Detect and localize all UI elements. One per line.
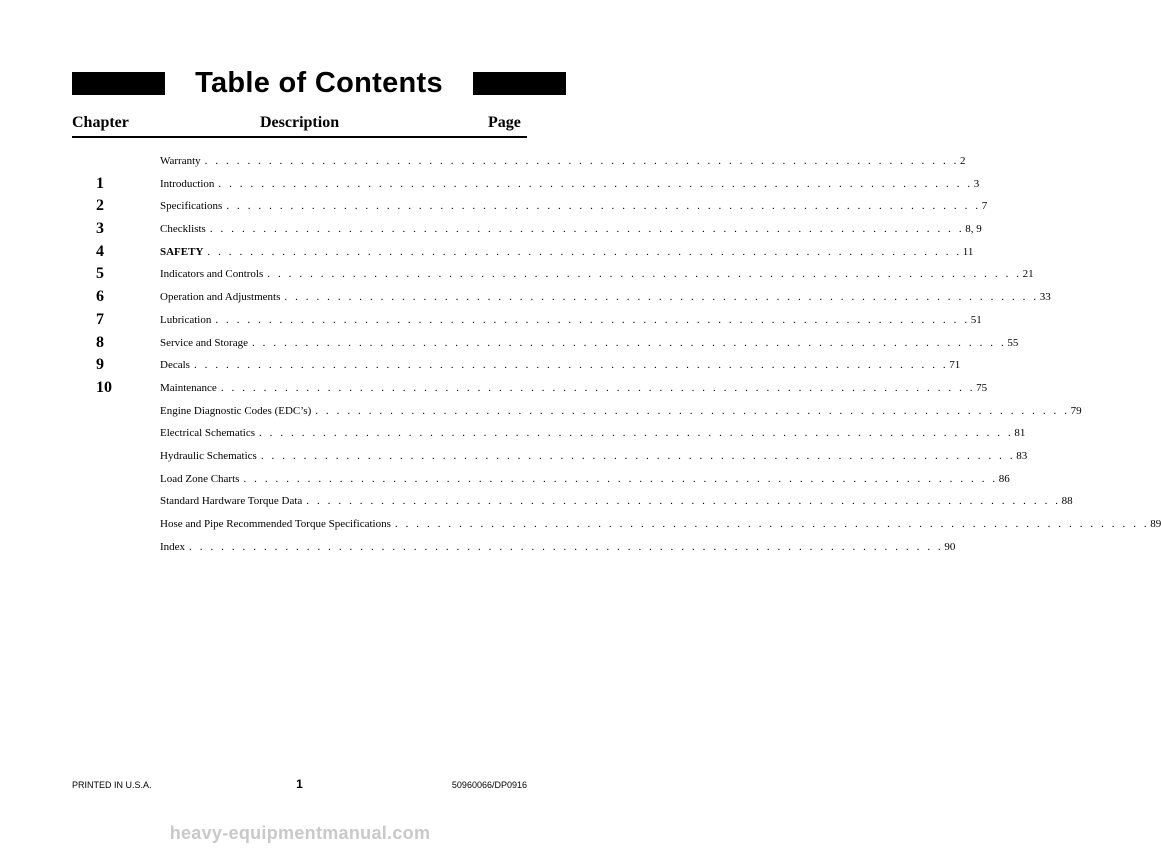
toc-row	[72, 195, 988, 218]
toc-entry-label: Load Zone Charts	[160, 472, 240, 485]
toc-entry-page: 86	[998, 472, 1010, 485]
toc-entry-label: Hydraulic Schematics	[160, 449, 257, 462]
toc-entry	[160, 377, 988, 400]
toc-entry	[160, 490, 1073, 513]
toc-entry-label: Engine Diagnostic Codes (EDC’s)	[160, 404, 312, 417]
toc-row	[72, 286, 1051, 309]
toc-entry-page: 8, 9	[965, 223, 982, 236]
dot-leader: . . . . . . . . . . . . . . . . . . . . . . . . . . . . . . . . . . . . . . . . . . . . . . . . . . . . . . . . . . . . . . . . . . . . . . .	[394, 518, 1150, 530]
toc-entry-label: Warranty	[160, 155, 201, 167]
dot-leader: . . . . . . . . . . . . . . . . . . . . . . . . . . . . . . . . . . . . . . . . . . . . . . . . . . . . . . . . . . . . . . . . . . . . . . .	[189, 540, 944, 553]
dot-leader: . . . . . . . . . . . . . . . . . . . . . . . . . . . . . . . . . . . . . . . . . . . . . . . . . . . . . . . . . . . . . . . . . . . . . . .	[251, 336, 1007, 349]
toc-row	[72, 263, 1034, 286]
toc-entry	[160, 422, 1026, 445]
toc-entry-label: Hose and Pipe Recommended Torque Specifications	[160, 518, 391, 530]
title-right-bar	[473, 72, 566, 95]
toc-entry-page: 90	[944, 540, 956, 553]
toc-entry	[160, 195, 988, 218]
chapter-number: 4	[96, 242, 104, 260]
toc-entry-label: Maintenance	[160, 381, 217, 394]
chapter-number: 5	[96, 265, 104, 283]
dot-leader: . . . . . . . . . . . . . . . . . . . . . . . . . . . . . . . . . . . . . . . . . . . . . . . . . . . . . . . . . . . . . . . . . . . . . . .	[267, 268, 1022, 281]
toc-entry	[160, 354, 961, 377]
chapter-number: 1	[96, 174, 104, 192]
dot-leader: . . . . . . . . . . . . . . . . . . . . . . . . . . . . . . . . . . . . . . . . . . . . . . . . . . . . . . . . . . . . . . . . . . . . . . .	[315, 404, 1070, 417]
toc-entry-page: 11	[962, 245, 974, 258]
dot-leader: . . . . . . . . . . . . . . . . . . . . . . . . . . . . . . . . . . . . . . . . . . . . . . . . . . . . . . . . . . . . . . . . . . . . . . .	[226, 200, 981, 213]
toc-row	[72, 377, 988, 400]
toc-entry	[160, 263, 1034, 286]
toc-entry-page: 21	[1022, 268, 1034, 281]
toc-entry	[160, 400, 1082, 423]
dot-leader: . . . . . . . . . . . . . . . . . . . . . . . . . . . . . . . . . . . . . . . . . . . . . . . . . . . . . . . . . . . . . . . . . . . . . . .	[243, 472, 998, 485]
toc-entry	[160, 309, 982, 332]
toc-row	[72, 445, 1028, 468]
toc-list	[72, 150, 1161, 558]
toc-entry-page: 71	[949, 359, 961, 372]
dot-leader: . . . . . . . . . . . . . . . . . . . . . . . . . . . . . . . . . . . . . . . . . . . . . . . . . . . . . . . . . . . . . . . . . . . . . . .	[209, 223, 965, 236]
chapter-number: 2	[96, 197, 104, 215]
toc-row	[72, 309, 982, 332]
toc-row	[72, 400, 1082, 423]
toc-entry-page: 83	[1016, 449, 1028, 462]
toc-row	[72, 332, 1019, 355]
dot-leader: . . . . . . . . . . . . . . . . . . . . . . . . . . . . . . . . . . . . . . . . . . . . . . . . . . . . . . . . . . . . . . . . . . . . . . .	[215, 313, 970, 326]
toc-entry-label: Checklists	[160, 223, 206, 236]
toc-entry	[160, 468, 1010, 491]
chapter-number: 3	[96, 220, 104, 238]
toc-entry-label: Introduction	[160, 177, 215, 190]
toc-entry-page: 55	[1007, 336, 1019, 349]
toc-entry-label: Electrical Schematics	[160, 427, 255, 440]
toc-row	[72, 218, 982, 241]
toc-entry-page: 81	[1014, 427, 1026, 440]
toc-entry-page: 75	[976, 381, 988, 394]
dot-leader: . . . . . . . . . . . . . . . . . . . . . . . . . . . . . . . . . . . . . . . . . . . . . . . . . . . . . . . . . . . . . . . . . . . . . . .	[260, 449, 1016, 462]
printed-in-label: PRINTED IN U.S.A.	[72, 780, 152, 790]
dot-leader: . . . . . . . . . . . . . . . . . . . . . . . . . . . . . . . . . . . . . . . . . . . . . . . . . . . . . . . . . . . . . . . . . . . . . . .	[218, 177, 973, 190]
chapter-number: 8	[96, 333, 104, 351]
toc-entry-label: Operation and Adjustments	[160, 291, 281, 304]
toc-entry-page: 79	[1070, 404, 1082, 417]
dot-leader: . . . . . . . . . . . . . . . . . . . . . . . . . . . . . . . . . . . . . . . . . . . . . . . . . . . . . . . . . . . . . . . . . . . . . . .	[220, 381, 976, 394]
toc-entry-page: 51	[970, 313, 982, 326]
watermark: heavy-equipmentmanual.com	[169, 823, 431, 843]
toc-entry-label: Index	[160, 540, 186, 553]
title-bar	[72, 67, 566, 99]
description-column-header: Description	[260, 114, 340, 131]
toc-row	[72, 468, 1010, 491]
toc-entry-page: 88	[1061, 495, 1073, 508]
toc-row	[72, 422, 1026, 445]
toc-entry-label: Lubrication	[160, 313, 212, 326]
header-rule	[72, 136, 527, 138]
toc-entry	[160, 173, 980, 196]
toc-row	[72, 173, 980, 196]
toc-entry-label: Specifications	[160, 200, 223, 213]
toc-row	[72, 150, 966, 173]
toc-row	[72, 490, 1073, 513]
toc-entry	[160, 445, 1028, 468]
toc-entry	[160, 286, 1051, 309]
chapter-number: 10	[96, 378, 112, 396]
dot-leader: . . . . . . . . . . . . . . . . . . . . . . . . . . . . . . . . . . . . . . . . . . . . . . . . . . . . . . . . . . . . . . . . . . . . . . .	[284, 291, 1039, 304]
toc-entry	[160, 513, 1161, 536]
toc-entry	[160, 150, 966, 173]
chapter-number: 7	[96, 310, 104, 328]
toc-entry-label: Standard Hardware Torque Data	[160, 495, 303, 508]
page-column-header: Page	[488, 114, 521, 131]
toc-row	[72, 536, 956, 559]
toc-entry	[160, 218, 982, 241]
chapter-column-header: Chapter	[72, 114, 129, 131]
footer	[72, 778, 527, 794]
toc-entry-page: 89	[1150, 518, 1161, 530]
dot-leader: . . . . . . . . . . . . . . . . . . . . . . . . . . . . . . . . . . . . . . . . . . . . . . . . . . . . . . . . . . . . . . . . . . . . . . .	[306, 495, 1061, 508]
dot-leader: . . . . . . . . . . . . . . . . . . . . . . . . . . . . . . . . . . . . . . . . . . . . . . . . . . . . . . . . . . . . . . . . . . . . . . .	[207, 245, 962, 258]
chapter-number: 6	[96, 288, 104, 306]
dot-leader: . . . . . . . . . . . . . . . . . . . . . . . . . . . . . . . . . . . . . . . . . . . . . . . . . . . . . . . . . . . . . . . . . . . . . . .	[258, 427, 1014, 440]
toc-entry	[160, 241, 974, 264]
dot-leader: . . . . . . . . . . . . . . . . . . . . . . . . . . . . . . . . . . . . . . . . . . . . . . . . . . . . . . . . . . . . . . . . . . . . . . .	[193, 359, 949, 372]
toc-entry	[160, 332, 1019, 355]
toc-entry-label: Service and Storage	[160, 336, 248, 349]
toc-entry-page: 2	[960, 155, 966, 167]
dot-leader: . . . . . . . . . . . . . . . . . . . . . . . . . . . . . . . . . . . . . . . . . . . . . . . . . . . . . . . . . . . . . . . . . . . . . . .	[204, 155, 960, 167]
page-number: 1	[296, 777, 303, 791]
toc-entry-page: 33	[1039, 291, 1051, 304]
toc-row	[72, 241, 974, 264]
toc-entry-label: Indicators and Controls	[160, 268, 264, 281]
chapter-number: 9	[96, 356, 104, 374]
toc-row	[72, 513, 1161, 536]
toc-entry-page: 3	[973, 177, 980, 190]
toc-entry-label: Decals	[160, 359, 190, 372]
document-id: 50960066/DP0916	[451, 780, 527, 790]
toc-entry-label: SAFETY	[160, 245, 204, 258]
page-title: Table of Contents	[195, 67, 443, 99]
toc-entry	[160, 536, 956, 559]
toc-row	[72, 354, 961, 377]
title-left-bar	[72, 72, 165, 95]
toc-entry-page: 7	[981, 200, 988, 213]
